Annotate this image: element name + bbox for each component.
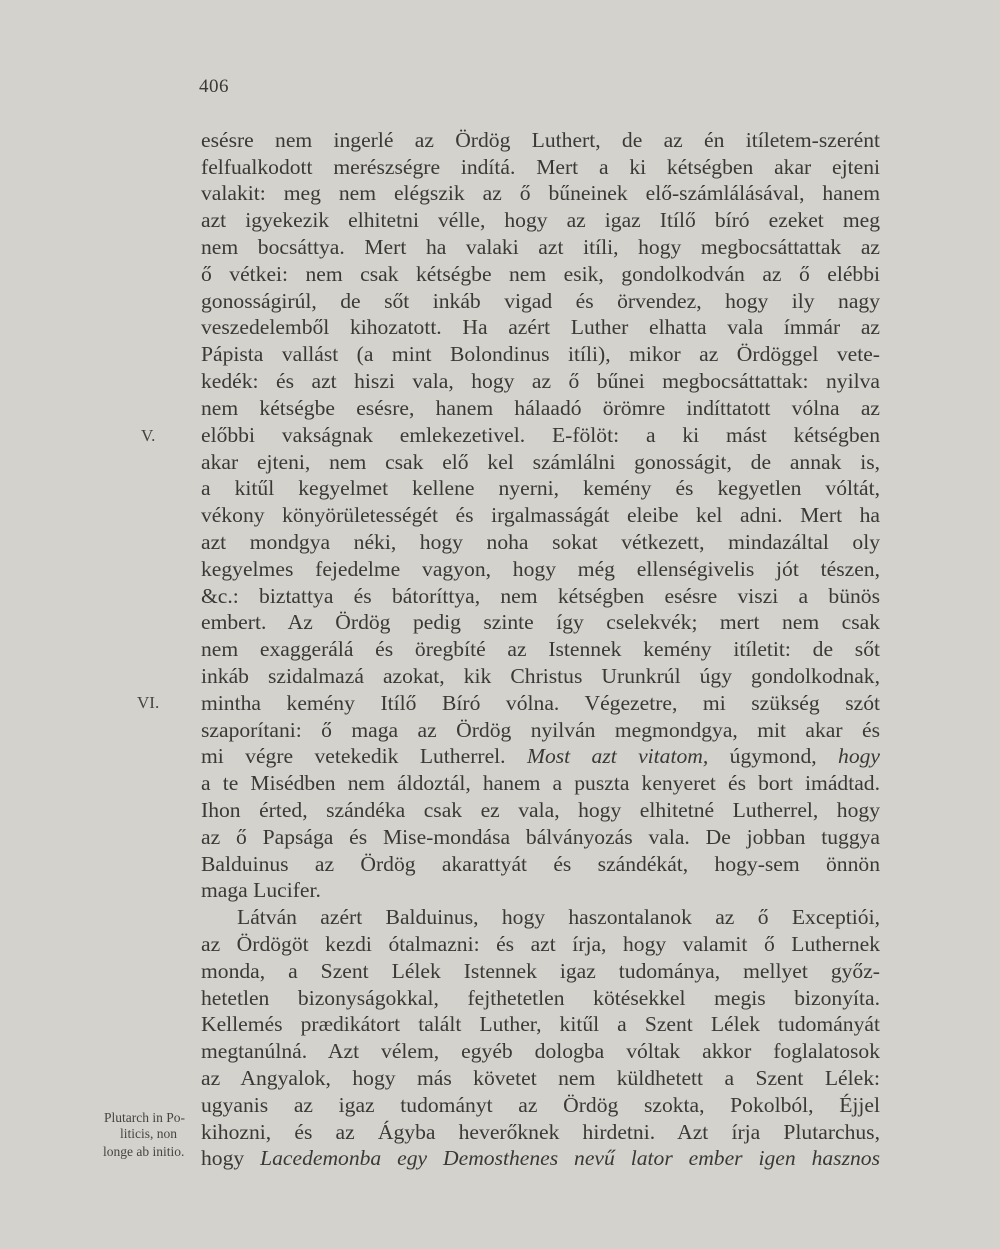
text-line: &c.: biztattya és bátoríttya, nem kétségben esésre viszi a bünös [201,584,880,608]
text-line: mintha kemény Itílő Bíró vólna. Végezetre, mi szükség szót [201,691,880,715]
text-line: kihozni, és az Ágyba heverőknek hirdetni. Azt írja Plutarchus, [201,1120,880,1144]
italic-quote: Most azt vitatom, [526,744,709,768]
text-segment: mi végre vetekedik Lutherrel. [201,744,506,768]
text-line: maga Lucifer. [201,878,321,902]
text-line [201,1145,880,1171]
text-line: Balduinus az Ördög akarattyát és szándékát, hogy-sem önnön [201,852,880,876]
text-line: vékony könyörületességét és irgalmasságát eleibe kel adni. Mert ha [201,503,880,527]
text-segment: hogy [201,1146,261,1170]
text-line: a kitűl kegyelmet kellene nyerni, kemény és kegyetlen vóltát, [201,476,880,500]
text-line: szaporítani: ő maga az Ördög nyilván megmondgya, mit akar és [201,718,880,742]
page-number: 406 [199,76,229,97]
text-line: Pápista vallást (a mint Bolondinus itíli), mikor az Ördöggel vete- [201,342,880,366]
text-line: ő vétkei: nem csak kétségbe nem esik, gondolkodván az ő elébbi [201,262,880,286]
text-line: veszedelemből kihozatott. Ha azért Luther elhatta vala ímmár az [201,315,880,339]
margin-section-marker: VI. [137,693,160,712]
text-line: inkáb szidalmazá azokat, kik Christus Urunkrúl úgy gondolkodnak, [201,664,880,688]
text-line: kedék: és azt hiszi vala, hogy az ő bűnei megbocsáttattak: nyilva [201,369,880,393]
italic-quote: hogy [838,744,880,768]
text-line: Ihon érted, szándéka csak ez vala, hogy elhitetné Lutherrel, hogy [201,798,880,822]
text-line: monda, a Szent Lélek Istennek igaz tudománya, mellyet győz- [201,959,880,983]
text-line [201,743,880,769]
text-line: valakit: meg nem elégszik az ő bűneinek elő-számlálásával, hanem [201,181,880,205]
text-line: embert. Az Ördög pedig szinte így cselekvék; mert nem csak [201,610,880,634]
text-line: gonosságirúl, de sőt inkáb vigad és örvendez, hogy ily nagy [201,289,880,313]
text-segment: úgymond, [708,744,839,768]
text-line: Látván azért Balduinus, hogy haszontalanok az ő Exceptiói, [237,905,880,929]
text-line: az ő Papsága és Mise-mondása bálványozás vala. De jobban tuggya [201,825,880,849]
text-line: akar ejteni, nem csak elő kel számlálni gonosságit, de annak is, [201,450,880,474]
text-line: kegyelmes fejedelme vagyon, hogy még ellenségivelis jót tészen, [201,557,880,581]
margin-section-marker: V. [141,426,156,445]
text-line: megtanúlná. Azt vélem, egyéb dologba vóltak akkor foglalatosok [201,1039,880,1063]
text-line: ugyanis az igaz tudományt az Ördög szokta, Pokolból, Éjjel [201,1093,880,1117]
margin-note-line: liticis, non [120,1126,177,1141]
text-line: hetetlen bizonyságokkal, fejthetetlen kötésekkel megis bizonyíta. [201,986,880,1010]
text-line: nem bocsáttya. Mert ha valaki azt itíli, hogy megbocsáttattak az [201,235,880,259]
text-line: az Ördögöt kezdi ótalmazni: és azt írja, hogy valamit ő Luthernek [201,932,880,956]
text-line: esésre nem ingerlé az Ördög Luthert, de az én itíletem-szerént [201,128,880,152]
text-line: azt igyekezik elhitetni vélle, hogy az igaz Itílő bíró ezeket meg [201,208,880,232]
text-line: előbbi vakságnak emlekezetivel. E-fölöt: a ki mást kétségben [201,423,880,447]
text-line: felfualkodott merészségre indítá. Mert a ki kétségben akar ejteni [201,155,880,179]
text-line: nem exaggerálá és öregbíté az Istennek kemény itíletit: de sőt [201,637,880,661]
text-line: azt mondgya néki, hogy noha sokat vétkezett, mindazáltal oly [201,530,880,554]
italic-quote-line: a te Misédben nem áldoztál, hanem a puszta kenyeret és bort imádtad. [201,771,880,795]
margin-note-line: Plutarch in Po- [104,1110,185,1125]
text-line: Kellemés prædikátort talált Luther, kitűl a Szent Lélek tudományát [201,1012,880,1036]
text-line: az Angyalok, hogy más követet nem küldhetett a Szent Lélek: [201,1066,880,1090]
italic-quote: Lacedemonba egy Demosthenes nevű lator ember igen hasznos [260,1146,880,1170]
margin-note-line: longe ab initio. [103,1144,185,1159]
text-line: nem kétségbe esésre, hanem hálaadó örömre indíttatott vólna az [201,396,880,420]
